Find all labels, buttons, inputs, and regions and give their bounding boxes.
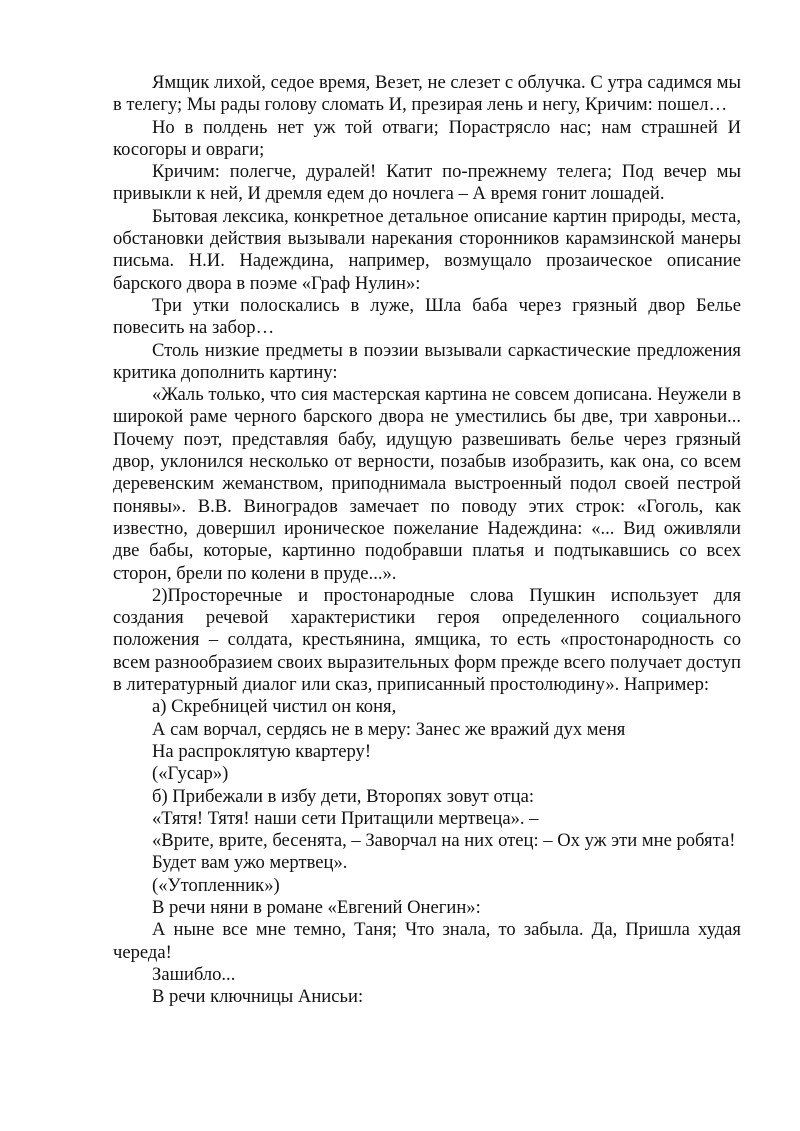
- verse-source: («Гусар»): [152, 763, 229, 785]
- paragraph: Столь низкие предметы в поэзии вызывали саркастические предложения критика дополнить картину:: [113, 339, 741, 383]
- document-page: [113, 72, 741, 1008]
- verse-line: А ныне все мне темно, Таня; Что знала, то забыла. Да, Пришла худая череда!: [113, 919, 741, 963]
- verse-line: Будет вам ужо мертвец».: [152, 852, 348, 874]
- paragraph: В речи няни в романе «Евгений Онегин»:: [152, 896, 481, 918]
- verse-line: б) Прибежали в избу дети, Второпях зовут отца:: [152, 785, 535, 807]
- paragraph: Три утки полоскались в луже, Шла баба через грязный двор Белье повесить на забор…: [113, 294, 741, 339]
- verse-line: Зашибло...: [152, 963, 236, 985]
- verse-line: На распроклятую квартеру!: [152, 740, 372, 762]
- paragraph: Но в полдень нет уж той отваги; Порастрясло нас; нам страшней И косогоры и овраги;: [113, 116, 741, 160]
- verse-source: («Утопленник»): [152, 874, 280, 896]
- verse-line: а) Скребницей чистил он коня,: [152, 696, 397, 718]
- paragraph: Бытовая лексика, конкретное детальное описание картин природы, места, обстановки действия вызывали нарекания сторонников карамзинской манеры письма. Н.И. Надеждина, например, возмущало прозаическое описание барского двора в поэме «Граф Нулин»:: [113, 205, 741, 294]
- verse-line: «Врите, врите, бесенята, – Заворчал на них отец: – Ох уж эти мне робята!: [152, 830, 736, 852]
- verse-line: «Тятя! Тятя! наши сети Притащили мертвеца». –: [152, 807, 539, 829]
- paragraph: Кричим: полегче, дуралей! Катит по-прежнему телега; Под вечер мы привыкли к ней, И дремля едем до ночлега – А время гонит лошадей.: [113, 161, 741, 205]
- verse-line: А сам ворчал, сердясь не в меру: Занес же вражий дух меня: [152, 718, 626, 740]
- paragraph: «Жаль только, что сия мастерская картина не совсем дописана. Неужели в широкой раме черного барского двора не уместились бы две, три хавроньи... Почему поэт, представляя бабу, идущую развешивать белье через грязный двор, уклонился несколько от верности, позабыв изобразить, как она, со всем деревенским жеманством, приподнимала выстроенный подол своей пестрой понявы». В.В. Виноградов замечает по поводу этих строк: «Гоголь, как известно, довершил ироническое пожелание Надеждина: «... Вид оживляли две бабы, которые, картинно подобравши платья и подтыкавшись со всех сторон, брели по колени в пруде...».: [113, 384, 741, 584]
- paragraph: В речи ключницы Анисьи:: [152, 986, 364, 1008]
- paragraph: 2)Просторечные и простонародные слова Пушкин использует для создания речевой характеристики героя определенного социального положения – солдата, крестьянина, ямщика, то есть «простонародность со всем разнообразием своих выразительных форм прежде всего получает доступ в литературный диалог или сказ, приписанный простолюдину». Например:: [113, 584, 741, 696]
- paragraph: Ямщик лихой, седое время, Везет, не слезет с облучка. С утра садимся мы в телегу; Мы рады голову сломать И, презирая лень и негу, Кричим: пошел…: [113, 72, 741, 116]
